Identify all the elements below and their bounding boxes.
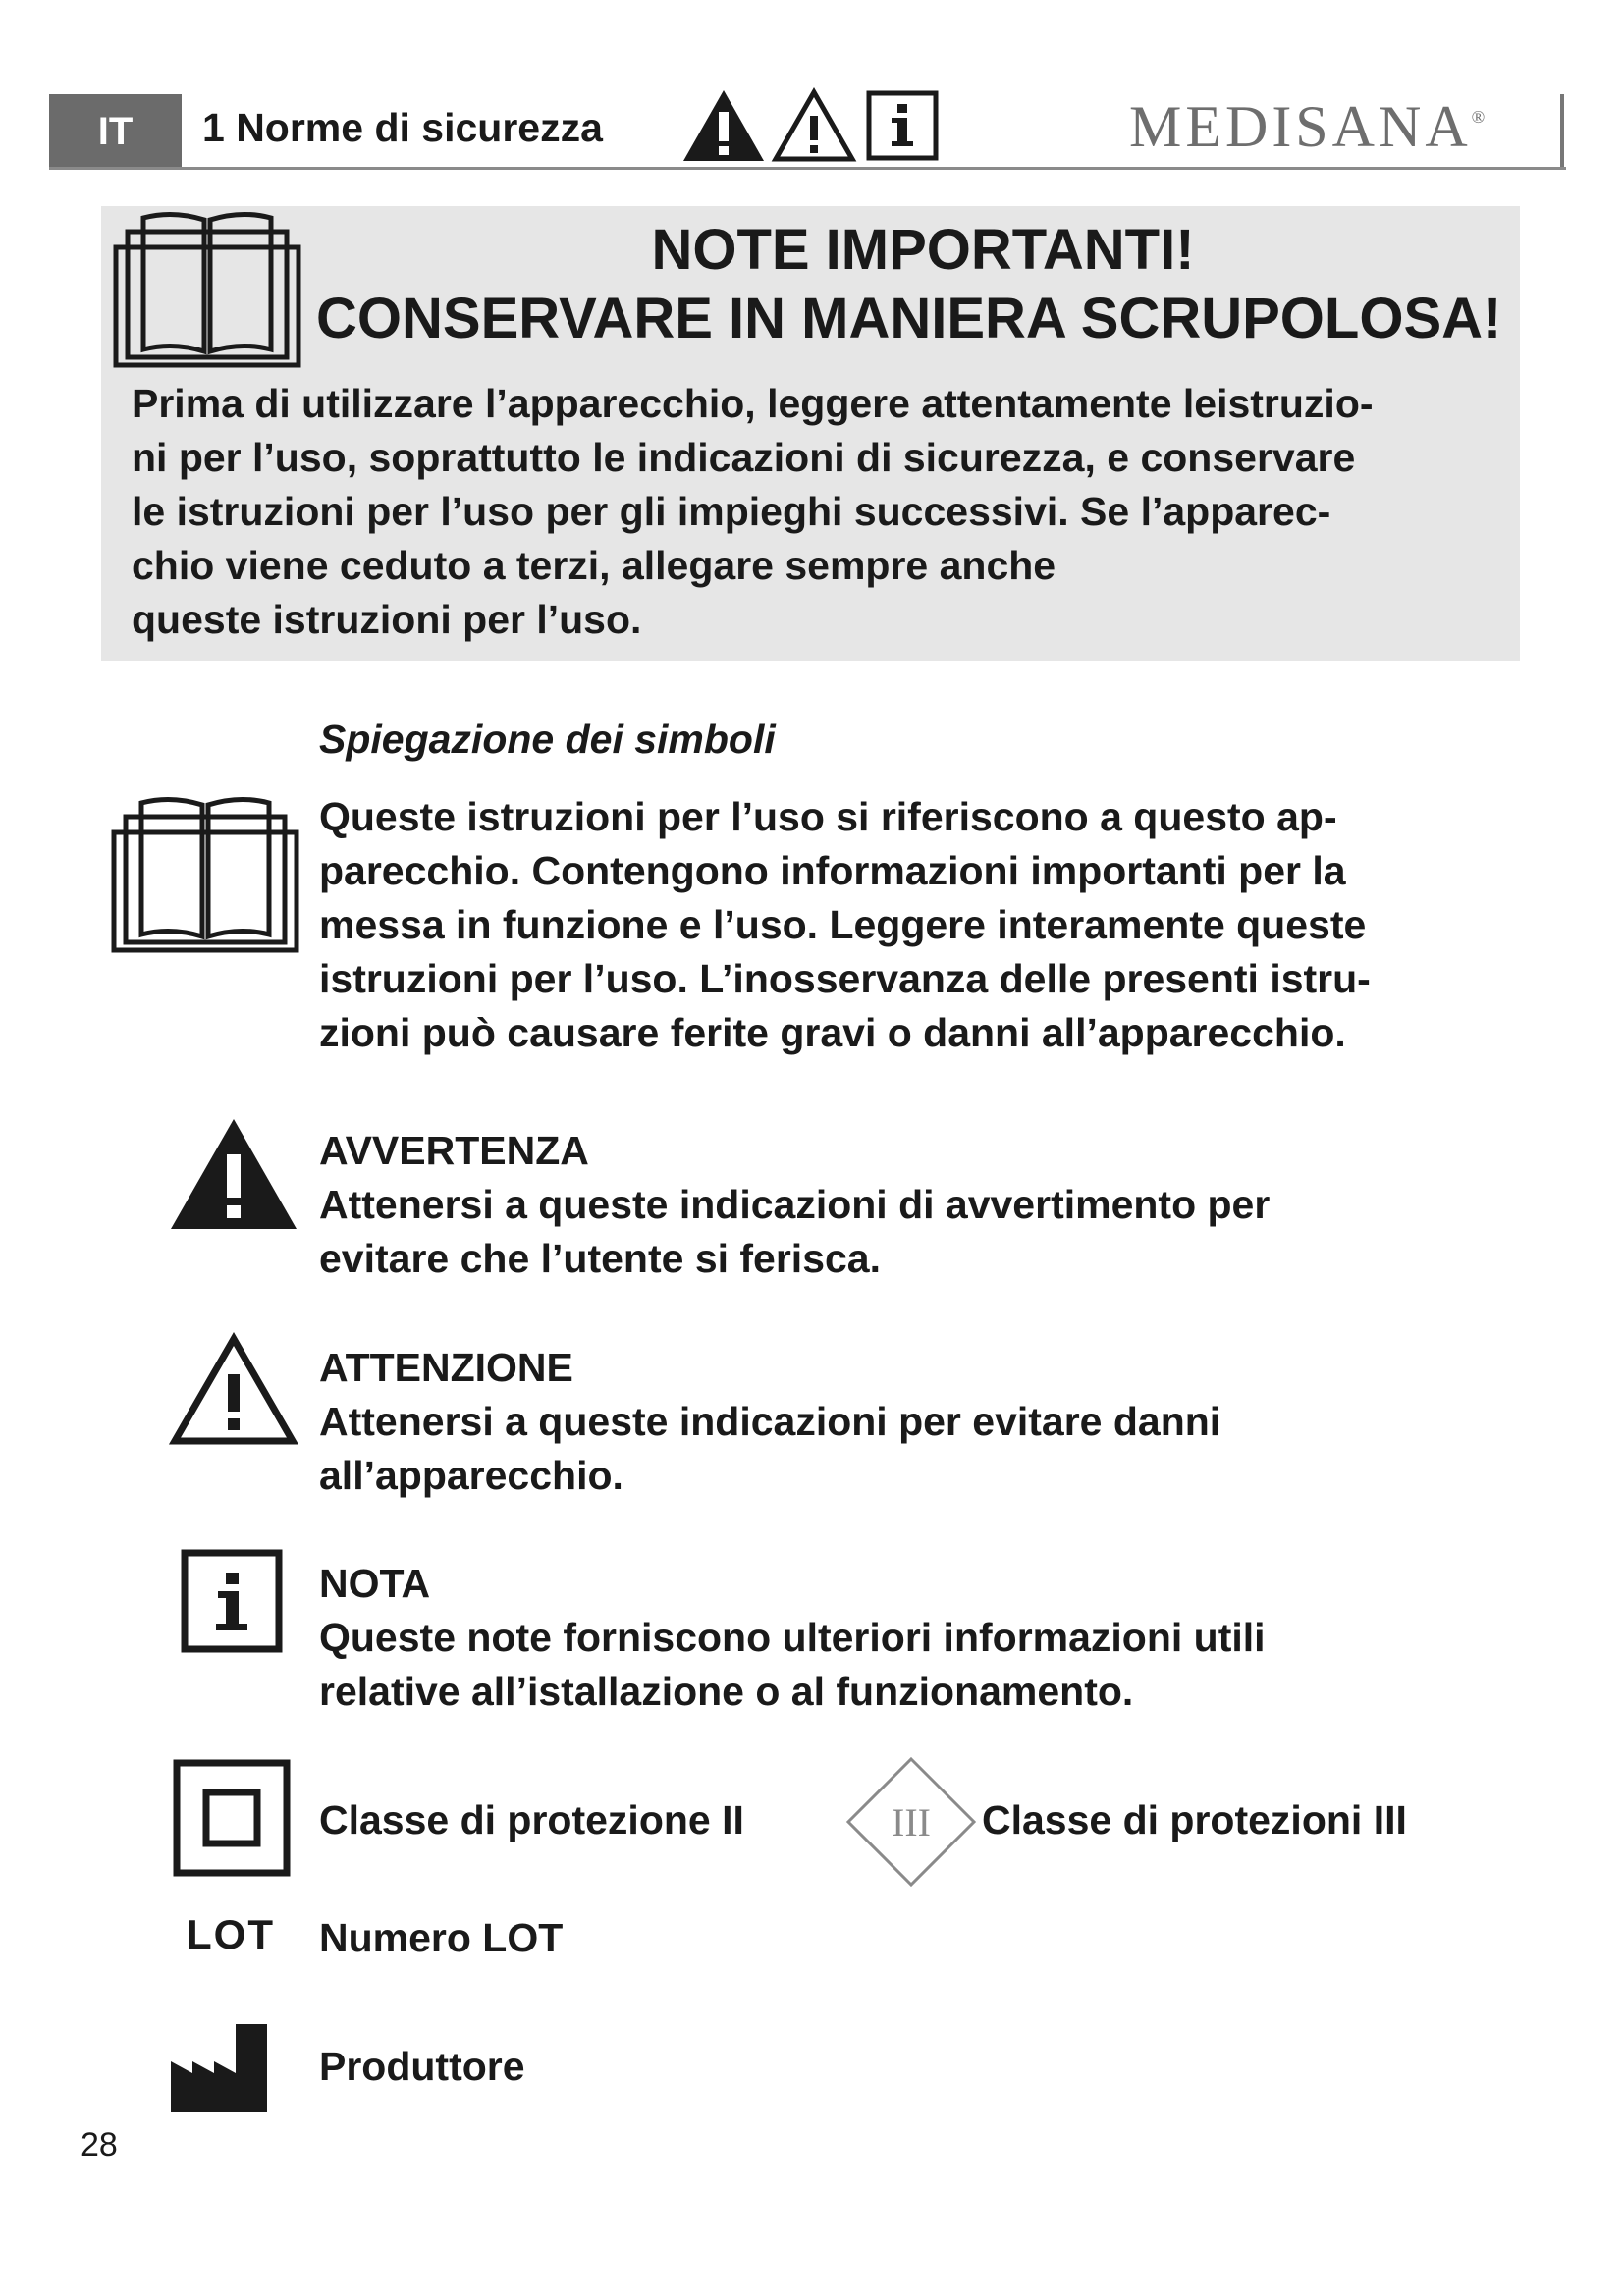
manual-book-icon — [110, 208, 304, 370]
manual-line: zioni può causare ferite gravi o danni all’apparecchio. — [319, 1010, 1346, 1055]
symbols-title: Spiegazione dei simboli — [319, 717, 776, 762]
info-icon — [866, 90, 939, 161]
note-line: relative all’istallazione o al funzionamento. — [319, 1669, 1134, 1714]
note-description — [319, 1557, 1266, 1719]
note-heading: NOTA — [319, 1561, 431, 1606]
brand-logo — [1129, 88, 1546, 165]
brand-divider — [1560, 94, 1564, 169]
class-3-symbol-text: III — [892, 1800, 931, 1844]
class-3-label: Classe di protezioni III — [982, 1797, 1407, 1842]
section-title: 1 Norme di sicurezza — [202, 105, 603, 150]
warning-filled-icon — [679, 86, 768, 165]
brand-name: MEDISANA — [1129, 94, 1472, 159]
important-body-line: chio viene ceduto a terzi, allegare sempre anche — [132, 543, 1056, 588]
note-line: Queste note forniscono ulteriori informazioni utili — [319, 1615, 1266, 1660]
caution-line: all’apparecchio. — [319, 1453, 623, 1498]
manufacturer-icon — [169, 2022, 269, 2112]
caution-line: Attenersi a queste indicazioni per evitare danni — [319, 1399, 1221, 1444]
manufacturer-label: Produttore — [319, 2044, 525, 2089]
important-body-line: ni per l’uso, soprattutto le indicazioni di sicurezza, e conservare — [132, 435, 1356, 480]
important-body-line: queste istruzioni per l’uso. — [132, 597, 642, 642]
manual-line: messa in funzione e l’uso. Leggere interamente queste — [319, 902, 1367, 947]
warning-outline-icon — [770, 86, 858, 165]
brand-registered-mark: ® — [1471, 107, 1489, 127]
important-body-line: Prima di utilizzare l’apparecchio, leggere attentamente leistruzio- — [132, 381, 1374, 426]
manual-description — [319, 790, 1371, 1060]
info-icon — [181, 1549, 283, 1653]
important-title: NOTE IMPORTANTI! — [651, 218, 1195, 282]
important-subtitle: CONSERVARE IN MANIERA SCRUPOLOSA! — [316, 287, 1502, 350]
manual-line: parecchio. Contengono informazioni importanti per la — [319, 848, 1346, 893]
protection-class-2-icon — [173, 1759, 291, 1877]
header-rule — [49, 167, 1566, 170]
language-tab: IT — [49, 94, 182, 169]
warning-filled-icon — [167, 1115, 300, 1233]
important-body-line: le istruzioni per l’uso per gli impieghi successivi. Se l’apparec- — [132, 489, 1331, 534]
protection-class-3-icon — [844, 1755, 978, 1889]
warning-line: Attenersi a queste indicazioni di avvertimento per — [319, 1182, 1271, 1227]
class-2-label: Classe di protezione II — [319, 1797, 744, 1842]
lot-icon: LOT — [187, 1911, 275, 1957]
warning-outline-icon — [167, 1331, 300, 1449]
manual-line: Queste istruzioni per l’uso si riferiscono a questo ap- — [319, 794, 1337, 839]
page-number: 28 — [81, 2126, 118, 2163]
manual-book-icon — [108, 793, 302, 955]
lot-label: Numero LOT — [319, 1915, 564, 1960]
warning-description — [319, 1124, 1270, 1286]
important-body — [132, 377, 1526, 647]
caution-heading: ATTENZIONE — [319, 1345, 573, 1390]
warning-line: evitare che l’utente si ferisca. — [319, 1236, 881, 1281]
manual-line: istruzioni per l’uso. L’inosservanza delle presenti istru- — [319, 956, 1371, 1001]
warning-heading: AVVERTENZA — [319, 1128, 589, 1173]
caution-description — [319, 1341, 1220, 1503]
